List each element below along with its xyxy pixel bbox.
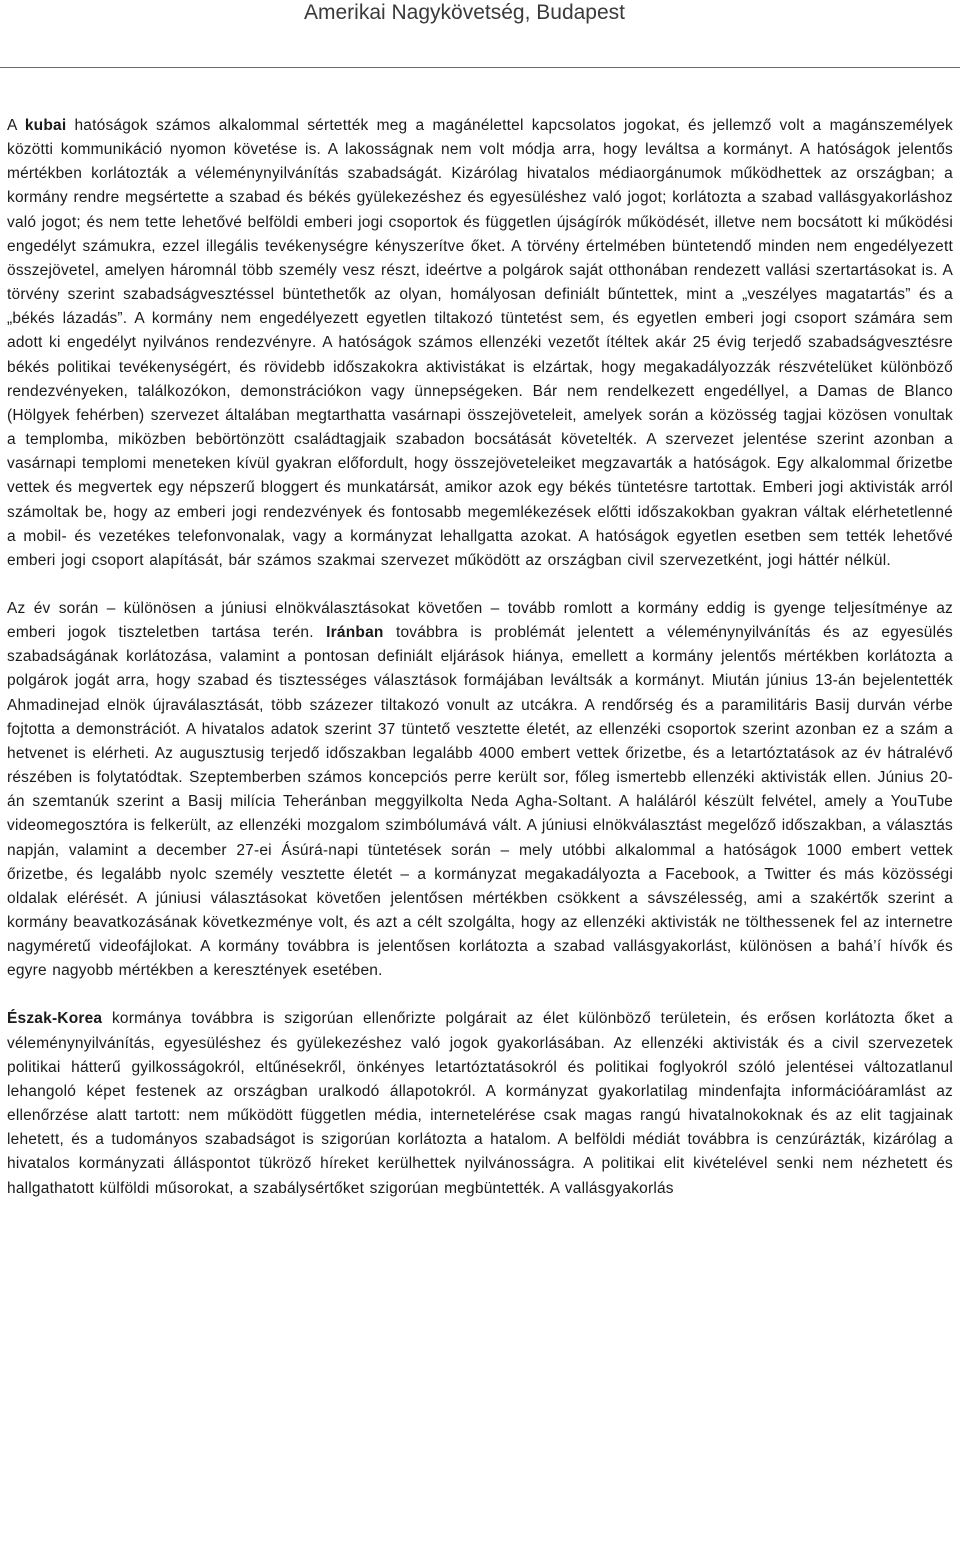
document-body — [7, 114, 953, 1201]
header-title: Amerikai Nagykövetség, Budapest — [304, 1, 625, 24]
paragraph-text: kormánya továbbra is szigorúan ellenőrizte polgárait az élet különböző területein, és erősen korlátozta őket a véleménynyilvánítás, egyesüléshez és gyülekezéshez való jogok gyakorlásában. Az ellenzéki aktivisták és a civil szervezetek politikai hátterű gyilkosságokról, eltűnésekről, önkényes letartóztatásokról és politikai foglyokról szóló jelentései változatlanul lehangoló képet festenek az országban uralkodó állapotokról. A kormányzat gyakorlatilag mindenfajta információáramlást az ellenőrzése alatt tartott: nem működött független média, internetelérése csak magas rangú hivatalnokoknak és az elit tagjainak lehetett, és a tudományos szabadságot is szigorúan korlátozta a hatalom. A belföldi médiát továbbra is cenzúrázták, kizárólag a hivatalos kormányzati álláspontot tükröző híreket kerülhettek nyilvánosságra. A politikai elit kivételével senki nem nézhetett és hallgathatott külföldi műsorokat, a szabálysértőket szigorúan megbüntették. A vallásgyakorlás — [7, 1010, 953, 1197]
country-name-iran: Iránban — [326, 624, 384, 642]
paragraph-lead: Az év során – különösen a júniusi elnökválasztásokat követően – tovább romlott a kormány eddig is gyenge teljesítménye az emberi jogok tiszteletben tartása terén. — [7, 599, 953, 642]
paragraph-cuba — [7, 114, 953, 573]
paragraph-text: hatóságok számos alkalommal sértették meg a magánélettel kapcsolatos jogokat, és jellemző volt a magánszemélyek közötti kommunikáció nyomon követése is. A lakosságnak nem volt módja arra, hogy leváltsa a kormányt. A hatóságok jelentős mértékben korlátozták a véleménynyilvánítás szabadságát. Kizárólag hivatalos médiaorgánumok működhettek az országban; a kormány rendre megsértette a szabad és békés gyülekezéshez és egyesüléshez való jogot; korlátozta a szabad vallásgyakorláshoz való jogot; és nem tette lehetővé belföldi emberi jogi csoportok és független újságírók működését, illetve nem bocsátott ki működési engedélyt számukra, ezzel illegális tevékenységre kényszerítve őket. A törvény értelmében büntetendő minden nem engedélyezett összejövetel, amelyen háromnál több személy vesz részt, ideértve a polgárok saját otthonában rendezett vallási szertartásokat is. A törvény szerint szabadságvesztéssel büntethetők az olyan, homályosan definiált bűntettek, mint a „veszélyes magatartás” és a „békés lázadás”. A kormány nem engedélyezett egyetlen tiltakozó tüntetést sem, és egyetlen emberi jogi csoport számára sem adott ki engedélyt nyilvános rendezvényre. A hatóságok számos ellenzéki vezetőt ítéltek akár 25 évig terjedő szabadságvesztésre békés politikai tevékenységért, és rövidebb időszakokra aktivistákat is elzártak, hogy megakadályozzák részvételüket különböző rendezvényeken, találkozókon, demonstrációkon vagy ünnepségeken. Bár nem rendelkezett engedéllyel, a Damas de Blanco (Hölgyek fehérben) szervezet általában megtarthatta vasárnapi összejöveteleit, amelyek során a közösség tagjai közösen vonultak a templomba, miközben bebörtönzött családtagjaik szabadon bocsátását követelték. A szervezet jelentése szerint azonban a vasárnapi templomi meneteken kívül gyakran előfordult, hogy összejöveteleiket megzavarták a hatóságok. Egy alkalommal őrizetbe vettek és megvertek egy népszerű bloggert és munkatársát, amikor azok egy békés tüntetésre tartottak. Emberi jogi aktivisták arról számoltak be, hogy az emberi jogi rendezvények és fontosabb megemlékezések előtti időszakokban gyakran váltak elérhetetlenné a mobil- és vezetékes telefonvonalak, vagy a kormányzat lehallgatta azokat. A hatóságok egyetlen esetben sem tették lehetővé emberi jogi csoport alapítását, bár számos szakmai szervezet működött az országban civil szervezetként, jogi háttér nélkül. — [7, 117, 953, 569]
page-header — [0, 0, 960, 68]
country-name-cuba: kubai — [24, 117, 67, 134]
paragraph-iran — [7, 597, 953, 984]
country-name-north-korea: Észak-Korea — [7, 1010, 103, 1028]
paragraph-north-korea — [7, 1007, 953, 1200]
paragraph-lead: A — [7, 117, 25, 134]
paragraph-text: továbbra is problémát jelentett a véleménynyilvánítás és az egyesülés szabadságának korlátozása, valamint a pontosan definiált eljárások hiánya, emellett a kormány jelentős mértékben korlátozta a polgárok jogát arra, hogy szabad és tisztességes választások formájában leváltsák a kormányt. Miután június 13-án bejelentették Ahmadinejad elnök újraválasztását, több százezer tiltakozó vonult az utcákra. A rendőrség és a paramilitáris Basij durván vérbe fojtotta a demonstrációt. A hivatalos adatok szerint 37 tüntető vesztette életét, az ellenzéki csoportok szerint azonban ez a szám a hetvenet is elérheti. Az augusztusig terjedő időszakban legalább 4000 embert vettek őrizetbe, és a letartóztatások az év hátralévő részében is folytatódtak. Szeptemberben számos koncepciós perre került sor, főleg ismertebb ellenzéki aktivisták ellen. Június 20-án szemtanúk szerint a Basij milícia Teheránban meggyilkolta Neda Agha-Soltant. A haláláról készült felvétel, amely a YouTube videomegosztóra is felkerült, az ellenzéki mozgalom szimbólumává vált. A júniusi elnökválasztást megelőző időszakban, a választás napján, valamint a december 27-ei Ásúrá-napi tüntetések során – mely utóbbi alkalommal a hatóságok 1000 embert vettek őrizetbe, és legalább nyolc személy vesztette életét – a kormányzat megakadályozta a Facebook, a Twitter és más közösségi oldalak elérését. A júniusi választásokat követően jelentősen mértékben csökkent a sávszélesség, ami a szakértők szerint a kormány beavatkozásának következménye volt, és azt a célt szolgálta, hogy az ellenzéki aktivisták ne tölthessenek fel az internetre nagyméretű videofájlokat. A kormány továbbra is jelentősen korlátozta a szabad vallásgyakorlást, különösen a bahá’í hívők és egyre nagyobb mértékben a keresztények esetében. — [7, 624, 953, 980]
